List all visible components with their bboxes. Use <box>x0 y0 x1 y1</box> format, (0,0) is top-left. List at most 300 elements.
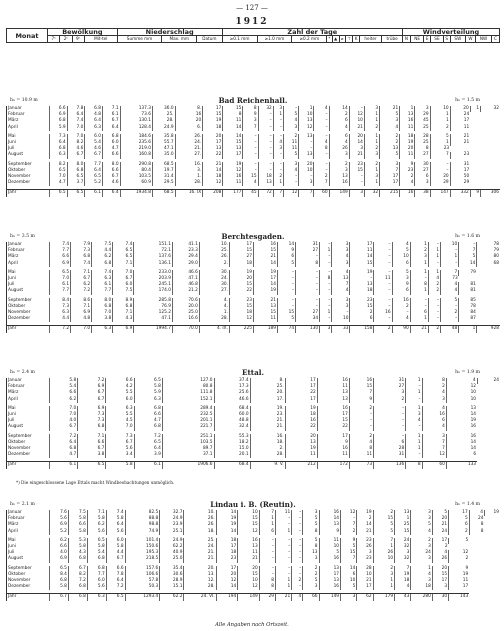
table-cell: 4.3 <box>113 316 134 322</box>
table-cell: 24 <box>395 538 411 544</box>
table-cell: 6.5 <box>106 594 125 601</box>
table-cell: 3 <box>373 572 395 578</box>
table-cell: 13 <box>223 146 243 152</box>
table-cell: 28. <box>153 118 176 124</box>
table-cell: 7.0 <box>50 412 78 418</box>
table-cell: 5 <box>277 261 295 267</box>
month-label: Dezember <box>7 452 50 458</box>
table-cell: 7.7 <box>85 162 103 168</box>
table-cell: 13 <box>319 522 341 528</box>
month-label: September <box>7 566 50 572</box>
table-cell: 3 <box>273 146 283 152</box>
table-cell: – <box>296 304 320 310</box>
table-cell: 13 <box>319 566 341 572</box>
table-cell: 19 <box>285 406 317 412</box>
table-cell: 2 <box>410 248 428 254</box>
table-cell: 6.4 <box>85 168 103 174</box>
table-cell: 73 <box>441 276 459 282</box>
table-cell: 17 <box>203 140 223 146</box>
table-cell: 24 <box>411 550 433 556</box>
table-cell: – <box>374 261 392 267</box>
table-cell: – <box>374 316 392 322</box>
table-cell: 2. <box>199 261 229 267</box>
table-cell: – <box>243 152 258 158</box>
table-cell: 68.4 <box>214 406 250 412</box>
table-cell: 7.2 <box>50 326 71 333</box>
table-cell: – <box>292 572 303 578</box>
table-cell: 332 <box>450 190 470 197</box>
table-cell: 1 <box>364 118 379 124</box>
table-cell: 1994.7 <box>134 326 173 333</box>
table-cell: 1 <box>430 112 450 118</box>
table-cell: 133 <box>446 462 477 469</box>
table-cell: 6.8 <box>68 594 87 601</box>
table-cell: 6.9 <box>50 556 69 562</box>
table-cell: 1 <box>410 261 428 267</box>
table-cell: 16 <box>317 378 349 384</box>
station-title: Bad Reichenhall. <box>218 96 288 105</box>
table-cell: 4 <box>292 594 303 601</box>
table-cell: 55.7 <box>153 140 176 146</box>
header-col: SW <box>450 36 465 43</box>
table-cell: 1934.8 <box>120 190 152 197</box>
table-cell: 2 <box>374 326 392 333</box>
table-cell: 7.2 <box>78 378 106 384</box>
table-cell: 158 <box>350 326 374 333</box>
table-cell: – <box>259 566 275 572</box>
table-cell: – <box>320 282 332 288</box>
table-cell: – <box>441 261 459 267</box>
month-label: April <box>7 125 50 131</box>
table-cell: 73.6 <box>120 112 152 118</box>
table-cell: 12 <box>449 550 470 556</box>
table-cell: 1 <box>259 516 275 522</box>
table-cell: 7.4 <box>71 261 92 267</box>
table-cell: 101.4 <box>125 538 160 544</box>
table-cell: 3 <box>329 168 349 174</box>
table-cell: – <box>277 276 295 282</box>
table-cell: 5.6 <box>106 446 134 452</box>
table-cell: 6 <box>341 572 357 578</box>
table-cell: – <box>428 242 440 248</box>
table-cell: 218.5 <box>125 556 160 562</box>
table-cell: 5 <box>284 152 299 158</box>
table-cell: 19 <box>400 140 415 146</box>
table-cell: 17. <box>250 397 285 403</box>
month-label: Dezember <box>7 316 50 322</box>
table-cell: 10 <box>332 316 350 322</box>
table-cell: 3.8 <box>78 452 106 458</box>
table-cell: 20 <box>400 146 415 152</box>
table-cell: 1 <box>428 254 440 260</box>
table-cell: 35.8 <box>153 134 176 140</box>
table-cell: – <box>314 118 329 124</box>
table-row <box>7 594 501 601</box>
table-cell: 8 <box>469 529 484 535</box>
station-footnote: *) Die eingeschlossene Lage Ettals macht Windbeobachtungen unmöglich. <box>16 480 175 485</box>
table-cell: 68 <box>477 261 500 267</box>
table-cell: – <box>299 140 314 146</box>
table-cell: 15.1 <box>160 584 184 590</box>
table-cell: 21. <box>175 146 203 152</box>
table-cell: 8 <box>314 146 329 152</box>
table-cell: 4 <box>422 406 446 412</box>
table-cell: 5.8 <box>106 462 134 469</box>
table-cell: 2 <box>392 304 410 310</box>
header-windverteilung: Windverteilung <box>402 29 499 36</box>
month-label: März <box>7 118 50 124</box>
table-cell: 2 <box>428 326 440 333</box>
table-cell: 15 <box>223 106 243 112</box>
table-cell: 27 <box>229 254 253 260</box>
table-cell: 6.8 <box>78 424 106 430</box>
table-cell: 27 <box>296 248 320 254</box>
header-niederschlag: Niederschlag <box>117 29 222 36</box>
table-cell: 5.8 <box>50 584 69 590</box>
table-cell: 12 <box>349 112 364 118</box>
table-cell: 14 <box>446 412 477 418</box>
table-cell: – <box>296 298 320 304</box>
table-cell: 80.8 <box>162 384 214 390</box>
table-cell: 208 <box>203 190 223 197</box>
table-cell: 4 <box>332 288 350 294</box>
table-cell: 7.0 <box>92 310 113 316</box>
table-cell: 111.8 <box>162 390 214 396</box>
table-cell: 45 <box>415 118 430 124</box>
table-cell: 31.4 <box>153 174 176 180</box>
table-cell: 1 <box>410 316 428 322</box>
table-cell: 4. <box>199 304 229 310</box>
table-cell: 13 <box>303 550 319 556</box>
month-label: Juni <box>7 544 50 550</box>
table-cell: 157.6 <box>125 566 160 572</box>
table-cell: 16 <box>285 418 317 424</box>
table-row <box>7 424 501 430</box>
table-cell: 6. <box>175 125 203 131</box>
table-cell: 24. VI. <box>184 594 216 601</box>
table-cell: 3.9 <box>134 452 162 458</box>
table-cell: 10 <box>299 168 314 174</box>
table-cell: 40.9 <box>160 550 184 556</box>
header-zahl-der-tage: Zahl der Tage <box>222 29 402 36</box>
month-label: Dezember <box>7 584 50 590</box>
month-label: März <box>7 522 50 528</box>
table-cell: 5.3 <box>68 538 87 544</box>
table-cell: – <box>259 572 275 578</box>
table-cell: 68.4 <box>214 462 250 469</box>
table-cell: 7.1 <box>102 106 120 112</box>
table-cell: – <box>428 310 440 316</box>
table-cell: – <box>292 538 303 544</box>
table-cell: 7.4 <box>67 118 85 124</box>
table-cell: 76.9 <box>134 304 173 310</box>
table-cell: 16 <box>400 118 415 124</box>
table-cell: 4.2 <box>106 384 134 390</box>
table-cell: 6.1 <box>50 462 78 469</box>
table-cell: 6.7 <box>78 446 106 452</box>
table-cell: 5 <box>303 578 319 584</box>
month-label: November <box>7 446 50 452</box>
table-cell: 5 <box>277 316 295 322</box>
table-cell: 7.4 <box>106 510 125 516</box>
table-cell: 3 <box>374 390 406 396</box>
table-cell: 16 <box>319 510 341 516</box>
header-col: S <box>443 36 450 43</box>
table-cell: 14 <box>277 242 295 248</box>
month-label: Jahr <box>7 462 50 469</box>
table-cell: 3 <box>422 397 446 403</box>
table-cell: – <box>273 125 283 131</box>
table-cell: 125.2 <box>134 310 173 316</box>
table-cell: 19 <box>223 162 243 168</box>
table-cell: 14 <box>203 168 223 174</box>
table-cell: 21 <box>450 140 470 146</box>
table-cell: – <box>428 261 440 267</box>
table-cell: 20 <box>285 434 317 440</box>
table-cell: 90 <box>392 326 410 333</box>
table-cell: 6.7 <box>67 152 85 158</box>
table-cell: 80 <box>477 254 500 260</box>
table-row <box>7 118 501 124</box>
table-cell: 11 <box>319 538 341 544</box>
table-cell: 50.3 <box>125 584 160 590</box>
table-cell: 306 <box>481 190 500 197</box>
table-cell: 20 <box>203 134 223 140</box>
table-cell: 6 <box>277 254 295 260</box>
table-cell: 87 <box>459 316 477 322</box>
table-cell: – <box>277 304 295 310</box>
table-cell: 6 <box>392 288 410 294</box>
table-cell: 2 <box>314 174 329 180</box>
table-cell: 23 <box>216 556 238 562</box>
month-label: Oktober <box>7 304 50 310</box>
table-cell: 17 <box>449 584 470 590</box>
table-cell: 6.9 <box>50 261 71 267</box>
table-cell: 14 <box>341 566 357 572</box>
table-cell: 8 <box>243 106 258 112</box>
table-cell: – <box>284 106 299 112</box>
table-cell: 20 <box>216 572 238 578</box>
table-cell: – <box>275 556 291 562</box>
table-cell: – <box>275 522 291 528</box>
table-cell: 14 <box>223 125 243 131</box>
table-row <box>7 529 501 535</box>
table-cell: 16 <box>319 584 341 590</box>
table-cell: 6.3 <box>134 397 162 403</box>
table-cell: 12 <box>341 510 357 516</box>
table-cell: 221.7 <box>162 424 214 430</box>
table-cell: 32 <box>364 190 379 197</box>
table-cell: 3 <box>284 125 299 131</box>
page-title: 1912 <box>235 17 269 27</box>
table-cell: 3 <box>243 118 258 124</box>
table-cell: 23 <box>350 298 374 304</box>
table-cell: 16 <box>392 298 410 304</box>
table-cell: – <box>284 180 299 186</box>
table-cell: 37.1 <box>162 452 214 458</box>
month-label: Oktober <box>7 440 50 446</box>
table-cell: 21.2 <box>172 288 199 294</box>
table-row <box>7 397 501 403</box>
table-cell: 98.8 <box>125 522 160 528</box>
table-cell: 11 <box>350 248 374 254</box>
table-cell: 195.3 <box>125 550 160 556</box>
table-cell: 5 <box>392 248 410 254</box>
table-cell: 12 <box>238 529 260 535</box>
table-cell: 12 <box>299 125 314 131</box>
table-cell: 152.1 <box>162 397 214 403</box>
table-cell: 22 <box>317 424 349 430</box>
table-cell: 6 <box>329 134 349 140</box>
table-cell: 70.0 <box>172 326 199 333</box>
table-cell: 9. V. <box>250 462 285 469</box>
table-cell: 79 <box>459 270 477 276</box>
table-cell: 27 <box>296 310 320 316</box>
table-cell: 6.2 <box>50 397 78 403</box>
table-cell: 4.4 <box>50 316 71 322</box>
table-cell: 7.1 <box>113 310 134 316</box>
table-cell: 35.0 <box>153 152 176 158</box>
table-cell: 32 <box>395 556 411 562</box>
table-cell: 16 <box>422 412 446 418</box>
table-cell: 7.7 <box>50 288 71 294</box>
table-cell: 7.1 <box>87 510 106 516</box>
table-cell: 4 <box>446 378 477 384</box>
table-cell: 20 <box>175 118 203 124</box>
table-cell: 10 <box>299 112 314 118</box>
table-cell: 7.0 <box>50 174 68 180</box>
table-cell: 19 <box>395 572 411 578</box>
table-cell: 5 <box>319 550 341 556</box>
table-cell: 149 <box>238 594 260 601</box>
table-cell: 3 <box>395 550 411 556</box>
station-data-table <box>6 378 500 469</box>
table-cell: 6.0 <box>87 578 106 584</box>
table-cell: – <box>374 248 392 254</box>
table-cell: 130 <box>296 326 320 333</box>
table-cell: 4 <box>392 316 410 322</box>
table-cell: 6.8 <box>67 168 85 174</box>
table-cell: 1 <box>364 140 379 146</box>
table-cell: 12 <box>284 190 299 197</box>
table-cell: 16 <box>349 378 373 384</box>
table-cell: 5.6 <box>106 529 125 535</box>
table-cell: 11 <box>317 384 349 390</box>
table-cell: 21 <box>253 254 277 260</box>
table-cell: – <box>349 106 364 112</box>
table-cell: 26. <box>184 516 216 522</box>
footer-note: Alle Angaben nach Ortszeit. <box>215 622 289 628</box>
table-cell: 15.0 <box>214 446 250 452</box>
table-cell: 15 <box>350 261 374 267</box>
month-label: August <box>7 288 50 294</box>
table-cell: 72 <box>258 190 273 197</box>
table-cell: 8 <box>410 282 428 288</box>
table-cell: 6.4 <box>67 112 85 118</box>
table-cell: – <box>349 424 373 430</box>
table-cell: 20 <box>238 566 260 572</box>
table-cell: 10 <box>373 556 395 562</box>
table-cell: 1906.6 <box>162 462 214 469</box>
table-cell: 7 <box>273 190 283 197</box>
table-cell: 15 <box>238 572 260 578</box>
table-cell: – <box>243 146 258 152</box>
table-cell: 4 <box>284 118 299 124</box>
table-cell: 13 <box>238 544 260 550</box>
table-cell: 12 <box>203 180 223 186</box>
month-label: Jahr <box>7 594 50 601</box>
table-cell: 6.0 <box>85 134 103 140</box>
table-cell: 18 <box>216 550 238 556</box>
header-col: Summe mm <box>117 36 162 43</box>
table-cell: 184.6 <box>120 134 152 140</box>
table-cell: 1 <box>259 522 275 528</box>
table-cell: 31 <box>374 378 406 384</box>
header-col: ⊤ <box>345 36 353 43</box>
table-cell: 8.2 <box>50 162 68 168</box>
table-cell: 2 <box>449 556 470 562</box>
table-cell: 7.2 <box>106 584 125 590</box>
table-cell: 25. <box>184 538 216 544</box>
table-cell: 32 <box>395 544 411 550</box>
table-cell: 37.4 <box>214 378 250 384</box>
header-col: NE <box>411 36 424 43</box>
table-cell: 6.4 <box>102 125 120 131</box>
table-cell: 19 <box>449 572 470 578</box>
table-cell: 6.4 <box>106 522 125 528</box>
table-cell: 7 <box>422 446 446 452</box>
month-label: Januar <box>7 106 50 112</box>
table-cell: 179 <box>373 594 395 601</box>
table-cell: 5.9 <box>50 125 68 131</box>
table-cell: 6.2 <box>92 254 113 260</box>
table-cell: 1 <box>406 378 422 384</box>
table-cell: 16 <box>238 538 260 544</box>
table-cell: – <box>258 162 273 168</box>
table-cell: 60.0 <box>214 412 250 418</box>
table-cell: 5 <box>303 538 319 544</box>
table-cell: 149 <box>329 190 349 197</box>
table-cell: 6.5 <box>113 248 134 254</box>
table-cell: 2. <box>250 446 285 452</box>
table-cell: 17 <box>317 412 349 418</box>
table-cell: 103.5 <box>120 174 152 180</box>
table-cell: 5 <box>284 112 299 118</box>
table-cell: 8.9 <box>113 298 134 304</box>
table-cell: – <box>441 304 459 310</box>
table-cell: 1 <box>459 326 477 333</box>
table-cell: 3 <box>357 550 373 556</box>
table-cell: 3 <box>415 180 430 186</box>
table-cell: 21. <box>184 556 216 562</box>
table-cell: 27 <box>415 152 430 158</box>
table-cell: 6 <box>392 261 410 267</box>
table-cell: 11 <box>317 452 349 458</box>
table-cell: 6.8 <box>68 556 87 562</box>
table-cell: 136.1 <box>134 261 173 267</box>
table-cell: 3 <box>410 254 428 260</box>
month-label: Juni <box>7 140 50 146</box>
month-label: Mai <box>7 134 50 140</box>
table-cell: 12 <box>216 578 238 584</box>
table-cell: 5 <box>459 254 477 260</box>
table-cell: 6.4 <box>50 140 68 146</box>
table-cell: 18 <box>258 174 273 180</box>
table-cell: 3 <box>411 544 433 550</box>
month-label: Februar <box>7 384 50 390</box>
table-cell: 5 <box>373 529 395 535</box>
header-col: K <box>354 36 358 41</box>
